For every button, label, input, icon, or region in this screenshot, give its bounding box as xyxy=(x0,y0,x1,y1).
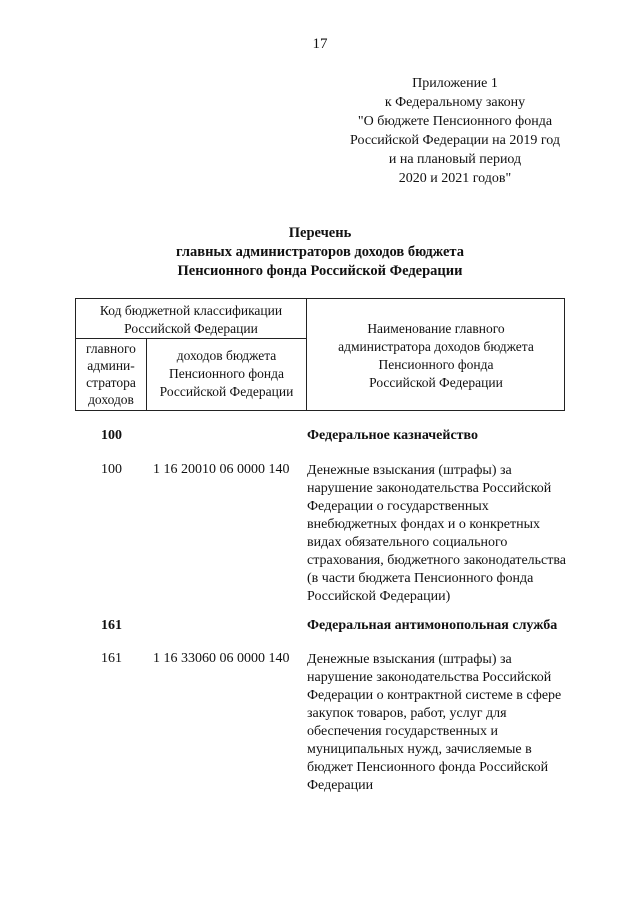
admin-name: Федеральное казначейство xyxy=(307,428,479,443)
header-line: Российской Федерации xyxy=(124,321,258,336)
appendix-block xyxy=(330,74,580,188)
header-line: доходов бюджета xyxy=(176,348,277,363)
classification-header-table xyxy=(75,298,565,411)
kbk-code: 1 16 20010 06 0000 140 xyxy=(153,462,290,477)
admin-code: 100 xyxy=(101,462,122,477)
header-group-cell xyxy=(76,302,306,338)
description-line: страхования, бюджетного законодательства xyxy=(307,553,567,568)
appendix-line: Приложение 1 xyxy=(412,76,498,91)
description-line: муниципальных нужд, зачисляемые в xyxy=(307,742,532,757)
description-line: нарушение законодательства Российской xyxy=(307,481,552,496)
header-line: Наименование главного xyxy=(367,321,505,336)
page-number: 17 xyxy=(312,36,328,52)
header-name-cell xyxy=(307,320,565,392)
description-line: Российской Федерации) xyxy=(307,589,451,604)
header-line: Пенсионного фонда xyxy=(378,357,494,372)
title-line: Пенсионного фонда Российской Федерации xyxy=(177,263,463,279)
description-line: внебюджетных фондах и о конкретных xyxy=(307,517,541,532)
income-description xyxy=(307,462,566,606)
appendix-line: к Федеральному закону xyxy=(384,95,526,110)
appendix-line: Российской Федерации на 2019 год xyxy=(350,133,560,148)
document-title xyxy=(0,224,640,281)
description-line: видах обязательного социального xyxy=(307,535,508,550)
description-line: Денежные взыскания (штрафы) за xyxy=(307,463,512,478)
description-line: (в части бюджета Пенсионного фонда xyxy=(307,571,534,586)
header-line: Код бюджетной классификации xyxy=(99,303,283,318)
header-line: админи- xyxy=(87,358,135,373)
description-line: Федерации о государственных xyxy=(307,499,489,514)
admin-name: Федеральная антимонопольная служба xyxy=(307,618,558,633)
header-line: Российской Федерации xyxy=(369,375,503,390)
header-line: администратора доходов бюджета xyxy=(338,339,534,354)
header-line: Российской Федерации xyxy=(159,384,294,399)
header-income-cell xyxy=(147,347,306,401)
kbk-code: 1 16 33060 06 0000 140 xyxy=(153,651,290,666)
header-admin-cell xyxy=(76,340,146,408)
description-line: нарушение законодательства Российской xyxy=(307,670,552,685)
admin-code: 161 xyxy=(101,618,122,633)
admin-code: 100 xyxy=(101,428,122,443)
appendix-line: "О бюджете Пенсионного фонда xyxy=(357,114,553,129)
title-line: Перечень xyxy=(288,225,352,241)
description-line: Денежные взыскания (штрафы) за xyxy=(307,652,512,667)
header-line: стратора xyxy=(86,375,136,390)
header-line: доходов xyxy=(88,392,134,407)
admin-code: 161 xyxy=(101,651,122,666)
title-line: главных администраторов доходов бюджета xyxy=(176,244,464,260)
income-description xyxy=(307,651,561,795)
appendix-line: и на плановый период xyxy=(388,152,522,167)
appendix-line: 2020 и 2021 годов" xyxy=(398,171,512,186)
description-line: обеспечения государственных и xyxy=(307,724,498,739)
description-line: закупок товаров, работ, услуг для xyxy=(307,706,507,721)
description-line: Федерации xyxy=(307,778,374,793)
header-line: Пенсионного фонда xyxy=(168,366,285,381)
table-divider xyxy=(76,338,306,339)
header-line: главного xyxy=(86,341,136,356)
description-line: Федерации о контрактной системе в сфере xyxy=(307,688,562,703)
description-line: бюджет Пенсионного фонда Российской xyxy=(307,760,549,775)
